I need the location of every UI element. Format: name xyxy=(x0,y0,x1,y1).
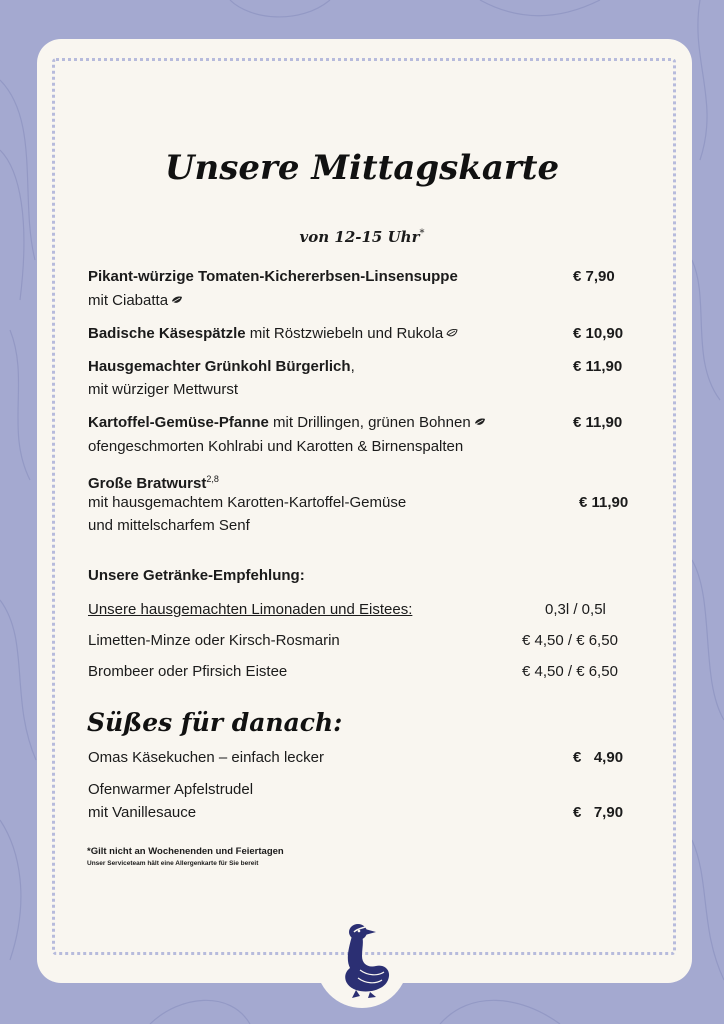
menu-item-kaesespaetzle: Badische Käsespätzle mit Röstzwiebeln und Rukola xyxy=(88,325,458,343)
drink-item: Brombeer oder Pfirsich Eistee xyxy=(88,663,288,680)
price-kaesespaetzle: € 10,90 xyxy=(573,325,624,342)
leaf-icon xyxy=(446,329,458,339)
drinks-heading: Unsere Getränke-Empfehlung: xyxy=(88,567,305,584)
lunch-hours: von 12-15 Uhr* xyxy=(299,228,425,246)
leaf-icon xyxy=(474,418,486,428)
footnote-allergens: Unser Serviceteam hält eine Allergenkarte für Sie bereit xyxy=(87,860,259,867)
leaf-icon xyxy=(171,296,183,306)
price-pfanne: € 11,90 xyxy=(573,414,623,431)
menu-item-pfanne: Kartoffel-Gemüse-Pfanne mit Drillingen, grünen Bohnen xyxy=(88,414,486,432)
price-gruenkohl: € 11,90 xyxy=(573,358,623,375)
footnote-weekdays: *Gilt nicht an Wochenenden und Feiertagen xyxy=(87,846,284,857)
price-kaesekuchen: € 4,90 xyxy=(573,749,624,766)
menu-item-bratwurst: Große Bratwurst$^{2,8}$ xyxy=(88,474,219,492)
dessert-heading: Süßes für danach: xyxy=(87,708,343,737)
price-bratwurst: € 11,90 xyxy=(579,494,629,511)
drink-item: Limetten-Minze oder Kirsch-Rosmarin xyxy=(88,632,340,649)
price-soup: € 7,90 xyxy=(573,268,615,285)
drink-price: € 4,50 / € 6,50 xyxy=(522,663,618,680)
dessert-item-apfelstrudel: Ofenwarmer Apfelstrudel xyxy=(88,781,254,798)
drinks-subheading: Unsere hausgemachten Limonaden und Eistees: xyxy=(88,601,413,618)
menu-item-soup: Pikant-würzige Tomaten-Kichererbsen-Linsensuppe xyxy=(88,268,458,285)
drink-price: € 4,50 / € 6,50 xyxy=(522,632,618,649)
menu-item-gruenkohl: Hausgemachter Grünkohl Bürgerlich, xyxy=(88,358,355,375)
goose-logo xyxy=(338,920,394,998)
price-apfelstrudel: € 7,90 xyxy=(573,804,624,821)
dessert-item-kaesekuchen: Omas Käsekuchen – einfach lecker xyxy=(88,749,324,766)
page-title: Unsere Mittagskarte xyxy=(164,148,560,188)
drink-sizes: 0,3l / 0,5l xyxy=(545,601,606,618)
